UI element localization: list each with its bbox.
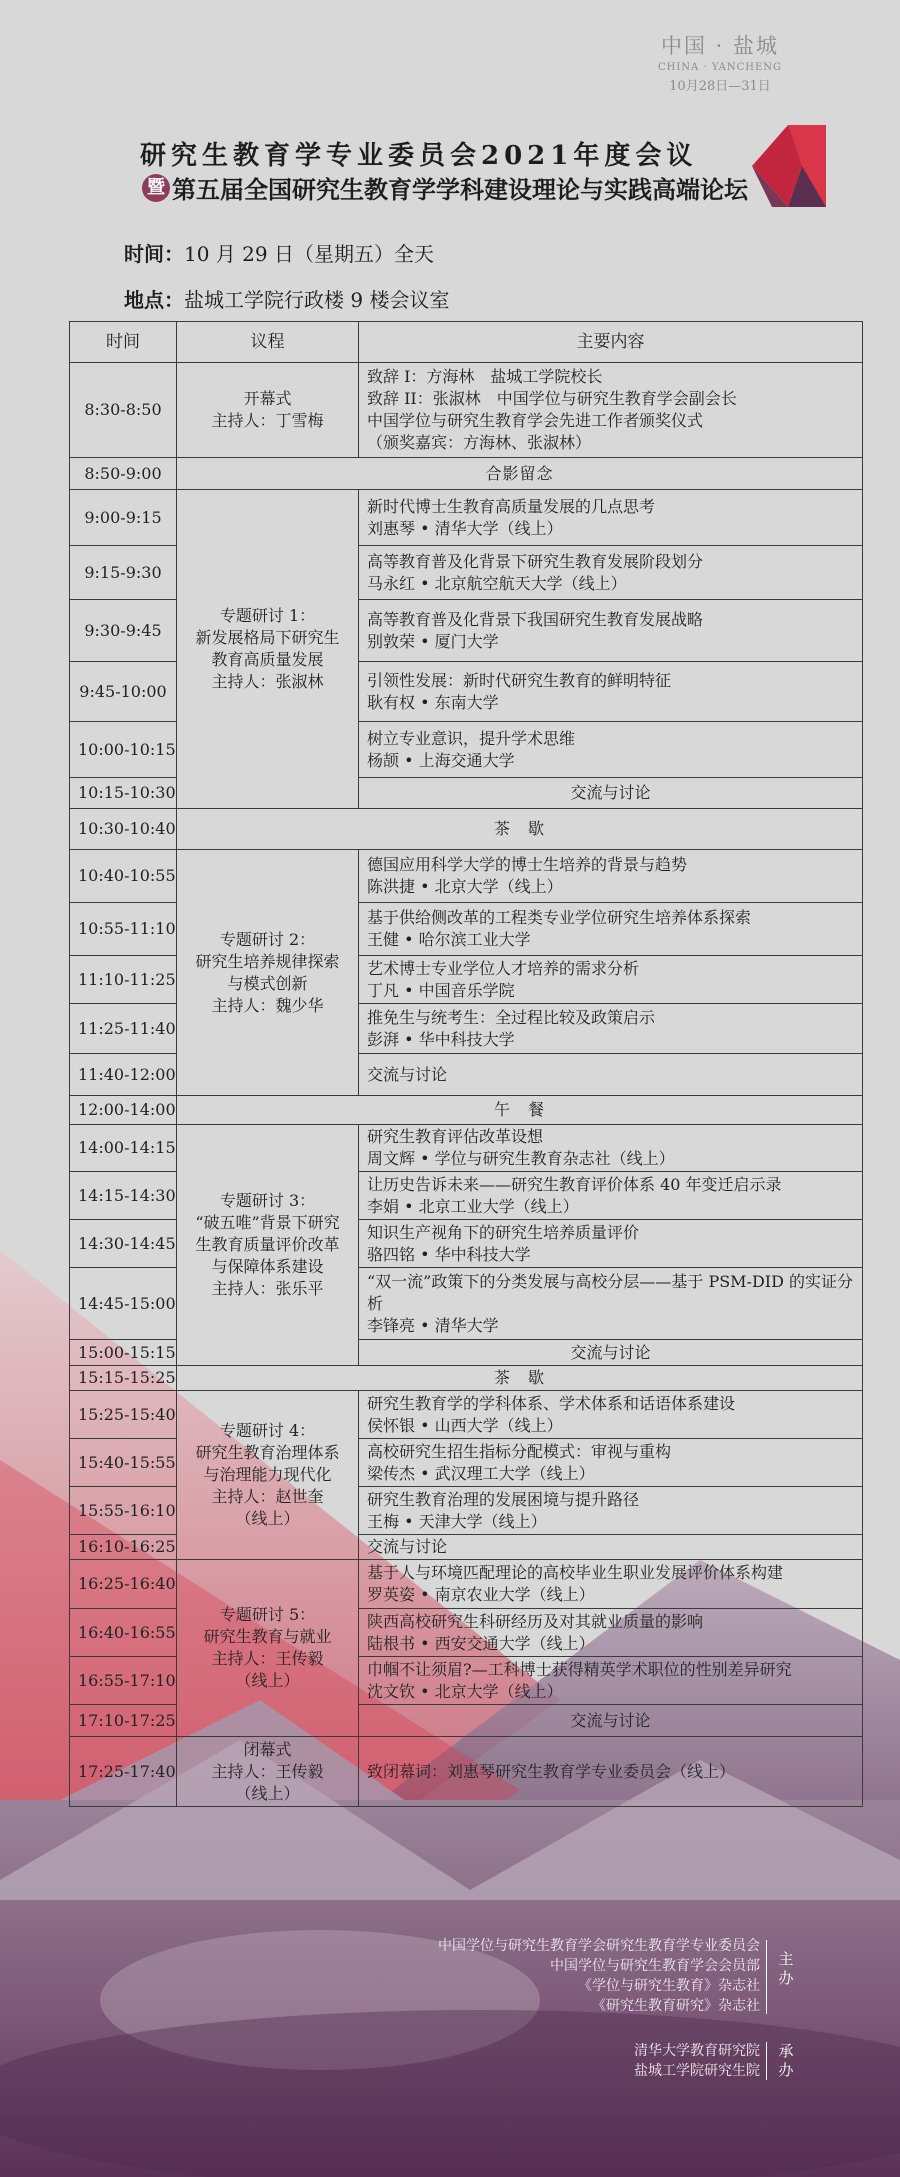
session-host: 主持人：王传毅 bbox=[211, 1649, 324, 1668]
talk-speaker: 彭湃 • 华中科技大学 bbox=[367, 1029, 515, 1049]
content-cell bbox=[359, 1125, 863, 1172]
content-cell bbox=[359, 1391, 863, 1439]
discussion-cell: 交流与讨论 bbox=[359, 1340, 863, 1366]
content-cell bbox=[359, 363, 863, 458]
time-cell: 16:10-16:25 bbox=[70, 1535, 177, 1560]
talk-title: 德国应用科学大学的博士生培养的背景与趋势 bbox=[367, 855, 688, 874]
session-label: 专题研讨 4： bbox=[219, 1421, 316, 1440]
content-cell bbox=[359, 1268, 863, 1340]
session-note: （线上） bbox=[235, 1783, 300, 1803]
session-label: 闭幕式 bbox=[243, 1739, 292, 1759]
time-cell: 10:55-11:10 bbox=[70, 903, 177, 956]
content-cell bbox=[359, 1172, 863, 1220]
session-topic: 与保障体系建设 bbox=[211, 1257, 324, 1276]
host-organizations bbox=[438, 1936, 760, 2016]
time-cell: 15:00-15:15 bbox=[70, 1340, 177, 1366]
time-cell: 10:40-10:55 bbox=[70, 850, 177, 903]
host-org: 中国学位与研究生教育学会研究生教育学专业委员会 bbox=[438, 1938, 760, 1954]
table-row bbox=[70, 1125, 863, 1172]
session-cell-opening bbox=[177, 363, 359, 458]
tea-break-cell: 茶 歇 bbox=[177, 1366, 863, 1391]
content-cell bbox=[359, 956, 863, 1004]
session-host: 主持人：丁雪梅 bbox=[211, 411, 324, 430]
session-label: 专题研讨 3： bbox=[219, 1191, 316, 1210]
time-cell: 14:15-14:30 bbox=[70, 1172, 177, 1220]
content-line: 致辞 I：方海林 盐城工学院校长 bbox=[367, 367, 603, 386]
talk-speaker: 李娟 • 北京工业大学（线上） bbox=[367, 1196, 579, 1216]
content-cell bbox=[359, 1609, 863, 1657]
forum-title: 第五届全国研究生教育学学科建设理论与实践高端论坛 bbox=[172, 175, 748, 204]
talk-speaker: 刘惠琴 • 清华大学（线上） bbox=[367, 518, 563, 538]
session-host: 主持人：王传毅 bbox=[211, 1761, 324, 1781]
time-cell: 15:55-16:10 bbox=[70, 1487, 177, 1535]
talk-speaker: 耿有权 • 东南大学 bbox=[367, 692, 499, 712]
event-dates: 10月28日—31日 bbox=[669, 79, 771, 94]
discussion-cell: 交流与讨论 bbox=[359, 1705, 863, 1737]
organizer-org: 盐城工学院研究生院 bbox=[634, 2063, 760, 2079]
content-cell bbox=[359, 1439, 863, 1487]
conference-logo-icon bbox=[752, 125, 826, 207]
time-cell: 17:25-17:40 bbox=[70, 1737, 177, 1807]
session-cell-closing bbox=[177, 1737, 359, 1807]
content-cell bbox=[359, 1220, 863, 1268]
table-row bbox=[70, 1096, 863, 1125]
talk-title: 知识生产视角下的研究生培养质量评价 bbox=[367, 1222, 640, 1242]
session-topic: 与治理能力现代化 bbox=[203, 1465, 332, 1484]
talk-title: 陕西高校研究生科研经历及对其就业质量的影响 bbox=[367, 1611, 704, 1631]
talk-title: 研究生教育评估改革设想 bbox=[367, 1127, 544, 1146]
content-cell bbox=[359, 1004, 863, 1054]
talk-title: 新时代博士生教育高质量发展的几点思考 bbox=[367, 496, 656, 516]
host-org: 《学位与研究生教育》杂志社 bbox=[578, 1978, 760, 1994]
talk-title: 巾帼不让须眉?—工科博士获得精英学术职位的性别差异研究 bbox=[367, 1659, 792, 1679]
session-cell-2 bbox=[177, 850, 359, 1096]
session-topic: 研究生培养规律探索 bbox=[195, 951, 340, 971]
talk-speaker: 陈洪捷 • 北京大学（线上） bbox=[367, 877, 563, 896]
content-line: 中国学位与研究生教育学会先进工作者颁奖仪式 bbox=[367, 411, 704, 430]
ground-mist bbox=[0, 2010, 900, 2177]
time-cell: 9:15-9:30 bbox=[70, 546, 177, 600]
ji-badge: 暨 bbox=[142, 174, 170, 202]
table-header-row bbox=[70, 322, 863, 363]
talk-title: 研究生教育学的学科体系、学术体系和话语体系建设 bbox=[367, 1393, 736, 1413]
session-host: 主持人：魏少华 bbox=[211, 995, 324, 1015]
header-content: 主要内容 bbox=[359, 322, 863, 363]
session-cell-4 bbox=[177, 1391, 359, 1560]
organizer-role-label: 承办 bbox=[778, 2042, 794, 2079]
session-topic: 教育高质量发展 bbox=[211, 650, 324, 669]
host-org: 《研究生教育研究》杂志社 bbox=[592, 1998, 760, 2014]
content-cell bbox=[359, 546, 863, 600]
lunch-cell: 午 餐 bbox=[177, 1096, 863, 1125]
schedule-table bbox=[69, 321, 863, 1807]
content-cell bbox=[359, 903, 863, 956]
talk-title: 推免生与统考生：全过程比较及政策启示 bbox=[367, 1007, 656, 1027]
session-host: 主持人：赵世奎 bbox=[211, 1487, 324, 1506]
time-cell: 15:40-15:55 bbox=[70, 1439, 177, 1487]
host-role-label: 主办 bbox=[778, 1950, 794, 1987]
session-topic: “破五唯”背景下研究 bbox=[195, 1213, 340, 1232]
time-cell: 8:30-8:50 bbox=[70, 363, 177, 458]
time-cell: 10:30-10:40 bbox=[70, 809, 177, 850]
time-cell: 16:55-17:10 bbox=[70, 1657, 177, 1705]
talk-title: 研究生教育治理的发展困境与提升路径 bbox=[367, 1489, 640, 1509]
talk-speaker: 杨颉 • 上海交通大学 bbox=[367, 750, 515, 770]
talk-speaker: 骆四铭 • 华中科技大学 bbox=[367, 1244, 531, 1264]
session-note: （线上） bbox=[235, 1671, 300, 1690]
session-label: 开幕式 bbox=[243, 389, 292, 408]
talk-title: “双一流”政策下的分类发展与高校分层——基于 PSM-DID 的实证分析 bbox=[367, 1271, 854, 1313]
talk-speaker: 王健 • 哈尔滨工业大学 bbox=[367, 930, 531, 949]
talk-title: 树立专业意识，提升学术思维 bbox=[367, 728, 576, 748]
header-agenda: 议程 bbox=[177, 322, 359, 363]
time-cell: 15:15-15:25 bbox=[70, 1366, 177, 1391]
time-cell: 11:40-12:00 bbox=[70, 1054, 177, 1096]
content-cell bbox=[359, 850, 863, 903]
time-cell: 9:00-9:15 bbox=[70, 490, 177, 546]
content-cell bbox=[359, 1487, 863, 1535]
time-cell: 17:10-17:25 bbox=[70, 1705, 177, 1737]
content-line: 致辞 II：张淑林 中国学位与研究生教育学会副会长 bbox=[367, 389, 737, 408]
session-topic: 研究生教育治理体系 bbox=[195, 1443, 340, 1462]
table-row bbox=[70, 1737, 863, 1807]
header-time: 时间 bbox=[70, 322, 177, 363]
talk-speaker: 罗英姿 • 南京农业大学（线上） bbox=[367, 1585, 595, 1604]
table-row bbox=[70, 1560, 863, 1609]
talk-title: 高校研究生招生指标分配模式：审视与重构 bbox=[367, 1441, 672, 1461]
content-cell bbox=[359, 1560, 863, 1609]
talk-title: 高等教育普及化背景下研究生教育发展阶段划分 bbox=[367, 551, 704, 571]
tea-break-cell: 茶 歇 bbox=[177, 809, 863, 850]
table-row bbox=[70, 363, 863, 458]
time-cell: 11:10-11:25 bbox=[70, 956, 177, 1004]
table-row bbox=[70, 490, 863, 546]
talk-title: 让历史告诉未来——研究生教育评价体系 40 年变迁启示录 bbox=[367, 1174, 782, 1194]
place-value: 盐城工学院行政楼 9 楼会议室 bbox=[184, 288, 450, 312]
talk-speaker: 陆根书 • 西安交通大学（线上） bbox=[367, 1633, 595, 1653]
time-cell: 14:30-14:45 bbox=[70, 1220, 177, 1268]
time-cell: 10:00-10:15 bbox=[70, 722, 177, 778]
session-note: （线上） bbox=[235, 1509, 300, 1528]
content-line: （颁奖嘉宾：方海林、张淑林） bbox=[367, 433, 592, 452]
closing-content-cell: 致闭幕词：刘惠琴研究生教育学专业委员会（线上） bbox=[359, 1737, 863, 1807]
content-cell bbox=[359, 1657, 863, 1705]
table-row bbox=[70, 458, 863, 490]
time-line bbox=[124, 238, 434, 267]
talk-speaker: 梁传杰 • 武汉理工大学（线上） bbox=[367, 1463, 595, 1483]
photo-cell: 合影留念 bbox=[177, 458, 863, 490]
time-cell: 10:15-10:30 bbox=[70, 778, 177, 809]
talk-speaker: 丁凡 • 中国音乐学院 bbox=[367, 980, 515, 1000]
talk-speaker: 沈文钦 • 北京大学（线上） bbox=[367, 1681, 563, 1701]
time-cell: 14:00-14:15 bbox=[70, 1125, 177, 1172]
location-en: CHINA · YANCHENG bbox=[657, 62, 782, 73]
forum-title-row bbox=[142, 170, 748, 205]
host-org: 中国学位与研究生教育学会会员部 bbox=[550, 1958, 760, 1974]
session-host: 主持人：张乐平 bbox=[211, 1279, 324, 1298]
session-cell-5 bbox=[177, 1560, 359, 1737]
content-cell bbox=[359, 600, 863, 662]
talk-speaker: 侯怀银 • 山西大学（线上） bbox=[367, 1415, 563, 1435]
talk-title: 基于人与环境匹配理论的高校毕业生职业发展评价体系构建 bbox=[367, 1563, 784, 1582]
organizer-divider bbox=[766, 2042, 767, 2080]
talk-speaker: 别敦荣 • 厦门大学 bbox=[367, 631, 499, 651]
time-cell: 16:25-16:40 bbox=[70, 1560, 177, 1609]
talk-title: 艺术博士专业学位人才培养的需求分析 bbox=[367, 958, 640, 978]
organizer-organizations bbox=[634, 2041, 760, 2081]
session-topic: 与模式创新 bbox=[227, 973, 308, 993]
discussion-cell: 交流与讨论 bbox=[359, 1535, 863, 1560]
time-cell: 9:30-9:45 bbox=[70, 600, 177, 662]
session-label: 专题研讨 5： bbox=[219, 1605, 316, 1624]
place-line bbox=[124, 284, 449, 313]
location-cn: 中国 · 盐城 bbox=[660, 34, 779, 58]
talk-speaker: 马永红 • 北京航空航天大学（线上） bbox=[367, 573, 627, 593]
content-cell bbox=[359, 662, 863, 722]
talk-speaker: 周文辉 • 学位与研究生教育杂志社（线上） bbox=[367, 1149, 675, 1168]
talk-speaker: 王梅 • 天津大学（线上） bbox=[367, 1511, 547, 1531]
talk-speaker: 李锋亮 • 清华大学 bbox=[367, 1315, 499, 1335]
content-cell bbox=[359, 490, 863, 546]
content-cell bbox=[359, 722, 863, 778]
time-label: 时间： bbox=[124, 242, 184, 266]
talk-title: 引领性发展：新时代研究生教育的鲜明特征 bbox=[367, 670, 672, 690]
table-row bbox=[70, 850, 863, 903]
conference-title: 研究生教育学专业委员会2021年度会议 bbox=[140, 141, 698, 171]
session-topic: 生教育质量评价改革 bbox=[195, 1235, 340, 1254]
table-row bbox=[70, 1366, 863, 1391]
organizer-org: 清华大学教育研究院 bbox=[634, 2043, 760, 2059]
session-host: 主持人：张淑林 bbox=[211, 672, 324, 691]
location-badge bbox=[658, 30, 782, 94]
session-topic: 新发展格局下研究生 bbox=[195, 628, 340, 647]
session-label: 专题研讨 2： bbox=[219, 929, 316, 949]
time-cell: 16:40-16:55 bbox=[70, 1609, 177, 1657]
session-cell-1 bbox=[177, 490, 359, 809]
table-row bbox=[70, 809, 863, 850]
talk-title: 基于供给侧改革的工程类专业学位研究生培养体系探索 bbox=[367, 908, 752, 927]
discussion-cell: 交流与讨论 bbox=[359, 778, 863, 809]
session-topic: 研究生教育与就业 bbox=[203, 1627, 332, 1646]
table-row bbox=[70, 1391, 863, 1439]
host-divider bbox=[766, 1940, 767, 2014]
place-label: 地点： bbox=[124, 288, 184, 312]
time-cell: 9:45-10:00 bbox=[70, 662, 177, 722]
time-value: 10 月 29 日（星期五）全天 bbox=[184, 242, 434, 266]
session-label: 专题研讨 1： bbox=[219, 606, 316, 625]
discussion-cell: 交流与讨论 bbox=[359, 1054, 863, 1096]
time-cell: 15:25-15:40 bbox=[70, 1391, 177, 1439]
session-cell-3 bbox=[177, 1125, 359, 1366]
talk-title: 高等教育普及化背景下我国研究生教育发展战略 bbox=[367, 609, 704, 629]
time-cell: 8:50-9:00 bbox=[70, 458, 177, 490]
time-cell: 12:00-14:00 bbox=[70, 1096, 177, 1125]
time-cell: 14:45-15:00 bbox=[70, 1268, 177, 1340]
time-cell: 11:25-11:40 bbox=[70, 1004, 177, 1054]
